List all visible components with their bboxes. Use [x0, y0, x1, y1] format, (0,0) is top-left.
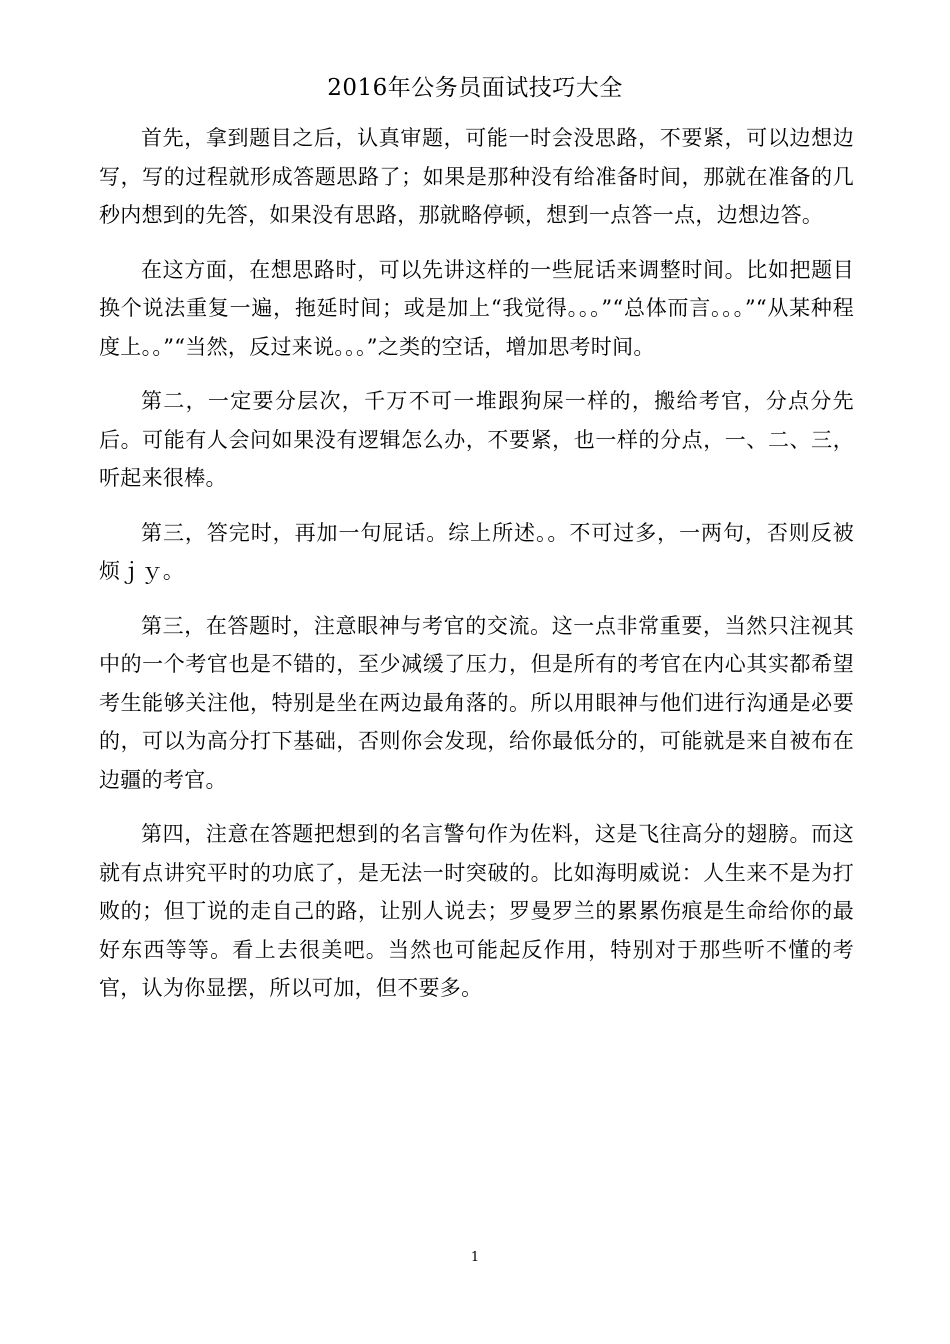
paragraph: 首先，拿到题目之后，认真审题，可能一时会没思路，不要紧，可以边想边写，写的过程就形成答题思路了；如果是那种没有给准备时间，那就在准备的几秒内想到的先答，如果没有思路，那就略停顿，想到一点答一点，边想边答。	[99, 126, 854, 227]
paragraph: 在这方面，在想思路时，可以先讲这样的一些屁话来调整时间。比如把题目换个说法重复一遍，拖延时间；或是加上“我觉得。。。”“总体而言。。。”“从某种程度上。。”“当然，反过来说。。。”之类的空话，增加思考时间。	[99, 257, 854, 359]
page-number: 1	[470, 1250, 480, 1265]
paragraph: 第四，注意在答题把想到的名言警句作为佐料，这是飞往高分的翅膀。而这就有点讲究平时的功底了，是无法一时突破的。比如海明威说：人生来不是为打败的；但丁说的走自己的路，让别人说去；罗曼罗兰的累累伤痕是生命给你的最好东西等等。看上去很美吧。当然也可能起反作用，特别对于那些听不懂的考官，认为你显摆，所以可加，但不要多。	[99, 822, 854, 1000]
document-title: 2016年公务员面试技巧大全	[327, 75, 623, 101]
paragraph: 第三，答完时，再加一句屁话。综上所述。。不可过多，一两句，否则反被烦ｊｙ。	[99, 520, 854, 583]
paragraph: 第三，在答题时，注意眼神与考官的交流。这一点非常重要，当然只注视其中的一个考官也是不错的，至少减缓了压力，但是所有的考官在内心其实都希望考生能够关注他，特别是坐在两边最角落的。所以用眼神与他们进行沟通是必要的，可以为高分打下基础，否则你会发现，给你最低分的，可能就是来自被布在边疆的考官。	[99, 613, 854, 792]
document-body	[99, 119, 854, 1024]
paragraph: 第二，一定要分层次，千万不可一堆跟狗屎一样的，搬给考官，分点分先后。可能有人会问如果没有逻辑怎么办，不要紧，也一样的分点，一、二、三，听起来很棒。	[99, 389, 854, 490]
